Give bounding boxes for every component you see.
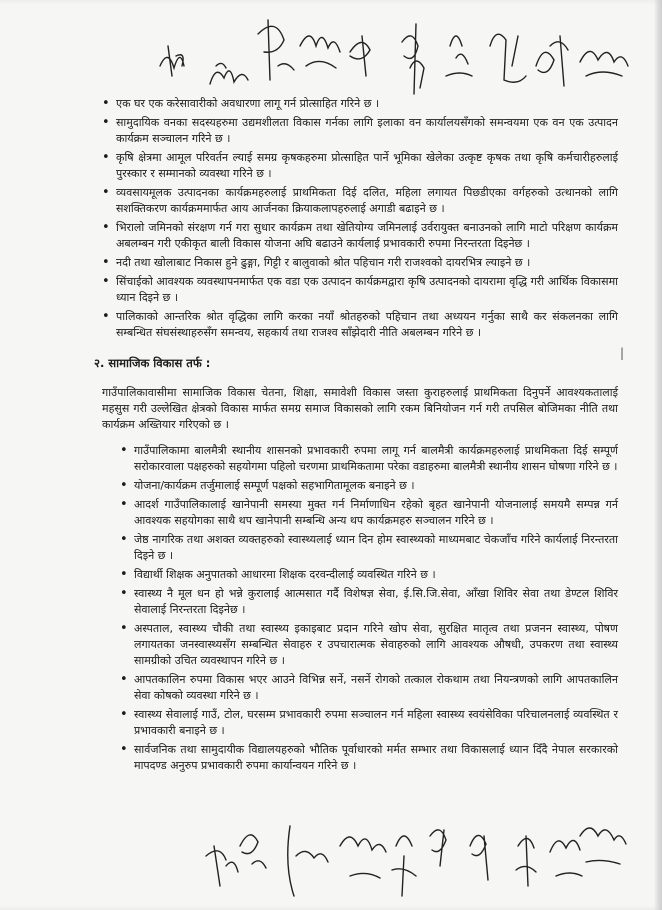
list-item: • सार्वजनिक तथा सामुदायीक विद्यालयहरुको भौतिक पूर्वाधारको मर्मत सम्भार तथा विकासलाई ध्यान दिँदै नेपाल सरकारको मापदण्ड अनुरुप प्रभावकारी रुपमा कार्यान्वयन गरिने छ । [116, 742, 618, 774]
list-item: • कृषि क्षेत्रमा आमूल परिवर्तन ल्याई समग्र कृषकहरुमा प्रोत्साहित पार्ने भूमिका खेलेका उत्कृष्ट कृषक तथा कृषि कर्मचारीहरुलाई पुरस्कार र सम्मानको व्यवस्था गरिने छ । [98, 150, 618, 182]
list-item: • योजना/कार्यक्रम तर्जुमालाई सम्पूर्ण पक्षको सहभागितामूलक बनाइने छ । [116, 478, 618, 494]
list-item: • आपतकालिन रुपमा विकास भएर आउने विभिन्न सर्ने, नसर्ने रोगको तत्काल रोकथाम तथा नियन्त्रणको लागि आपतकालिन सेवा कोषको व्यवस्था गरिने छ । [116, 672, 618, 704]
page-edge-shadow [654, 0, 662, 910]
document-body [94, 96, 618, 777]
list-item: • नदी तथा खोलाबाट निकास हुने ढुङ्गा, गिट्टी र बालुवाको श्रोत पहिचान गरी राजश्वको दायरभित्र ल्याइने छ । [98, 255, 618, 271]
margin-mark: | [620, 346, 625, 360]
list-item: • व्यवसायमूलक उत्पादनका कार्यक्रमहरुलाई प्राथमिकता दिई दलित, महिला लगायत पिछडीएका वर्गहरुको उत्थानको लागि सशक्तिकरण कार्यक्रममार्फत आय आर्जनका क्रियाकलापहरुलाई अगाडी बढाइने छ । [98, 185, 618, 217]
signatures-top [140, 6, 630, 96]
list-item: • भिरालो जमिनको संरक्षण गर्न गरा सुधार कार्यक्रम तथा खेतियोग्य जमिनलाई उर्वरायुक्त बनाउनको लागि माटो परिक्षण कार्यक्रम अबलम्बन गरी एकीकृत बाली विकास योजना अघि बढाउने कार्यलाई प्रभावकारी रुपमा निरन्तरता दिइनेछ । [98, 220, 618, 252]
list-item: • जेष्ठ नागरिक तथा अशक्त व्यक्तहरुको स्वास्थ्यलाई ध्यान दिन होम स्वास्थ्यको माध्यमबाट चेकजाँच गरिने कार्यलाई निरन्तरता दिइने छ । [116, 532, 618, 564]
section-heading: २. सामाजिक विकास तर्फ : [94, 356, 211, 370]
section1-list [98, 96, 618, 341]
list-item: • आदर्श गाउँपालिकालाई खानेपानी समस्या मुक्त गर्न निर्माणाधिन रहेको बृहत खानेपानी योजनालाई समयमै सम्पन्न गर्न आवश्यक सहयोगका साथै थप खानेपानी सम्बन्धि अन्य थप कार्यक्रमहरु सञ्चालन गरिने छ । [116, 497, 618, 529]
list-item: • पालिकाको आन्तरिक श्रोत वृद्धिका लागि करका नयाँ श्रोतहरुको पहिचान तथा अध्ययन गर्नुका साथै कर संकलनका लागि सम्बन्धित संघसंस्थाहरुसँग समन्वय, सहकार्य तथा राजश्व साँझेदारी नीति अबलम्बन गरिने छ । [98, 309, 618, 341]
list-item: • गाउँपालिकामा बालमैत्री स्थानीय शासनको प्रभावकारी रुपमा लागू गर्न बालमैत्री कार्यक्रमहरुलाई प्राथमिकता दिई सम्पूर्ण सरोकारवाला पक्षहरुको सहयोगमा पहिलो चरणमा प्राथमिकतामा परेका वडाहरुमा बालमैत्री स्थानीय शासन घोषणा गरिने छ । [116, 443, 618, 475]
list-item: • सामुदायिक वनका सदस्यहरुमा उद्यमशीलता विकास गर्नका लागि इलाका वन कार्यालयसँगको समन्वयमा एक वन एक उत्पादन कार्यक्रम सञ्चालन गरिने छ । [98, 115, 618, 147]
list-item: • अस्पताल, स्वास्थ्य चौकी तथा स्वास्थ्य इकाइबाट प्रदान गरिने खोप सेवा, सुरक्षित मातृत्व तथा प्रजनन स्वास्थ्य, पोषण लगायतका जनस्वास्थ्यसँग सम्बन्धित सेवाहरु र उपचारात्मक सेवाहरुको लागि आवश्यक औषधी, उपकरण तथा स्वास्थ्य सामग्रीको उचित व्यवस्थापन गरिने छ । [116, 621, 618, 669]
signatures-bottom [140, 806, 630, 906]
list-item: • स्वास्थ्य नै मूल धन हो भन्ने कुरालाई आत्मसात गर्दै विशेषज्ञ सेवा, ई.सि.जि.सेवा, आँखा शिविर सेवा तथा डेण्टल शिविर सेवालाई निरन्तरता दिइनेछ । [116, 586, 618, 618]
list-item: • विद्यार्थी शिक्षक अनुपातको आधारमा शिक्षक दरवन्दीलाई व्यवस्थित गरिने छ । [116, 567, 618, 583]
list-item: • स्वास्थ्य सेवालाई गाउँ, टोल, घरसम्म प्रभावकारी रुपमा सञ्चालन गर्न महिला स्वास्थ्य स्वयंसेविका परिचालनलाई व्यवस्थित र प्रभावकारी बनाइने छ । [116, 707, 618, 739]
list-item: • सिंचाईको आवश्यक व्यवस्थापनमार्फत एक वडा एक उत्पादन कार्यक्रमद्वारा कृषि उत्पादनको दायरामा वृद्धि गरी आर्थिक विकासमा ध्यान दिइने छ । [98, 274, 618, 306]
section-intro-paragraph: गाउँपालिकावासीमा सामाजिक विकास चेतना, शिक्षा, समावेशी विकास जस्ता कुराहरुलाई प्राथमिकता दिनुपर्ने आवश्यकतालाई महसुस गरी उल्लेखित क्षेत्रको विकास मार्फत समग्र समाज विकासको लागि रकम बिनियोजन गर्न गरी तपसिल बोजिमका नीति तथा कार्यक्रम अख्तियार गरिएको छ । [102, 386, 618, 431]
section2-list [98, 443, 618, 774]
list-item: • एक घर एक करेसावारीको अवधारणा लागू गर्न प्रोत्साहित गरिने छ । [98, 96, 618, 112]
